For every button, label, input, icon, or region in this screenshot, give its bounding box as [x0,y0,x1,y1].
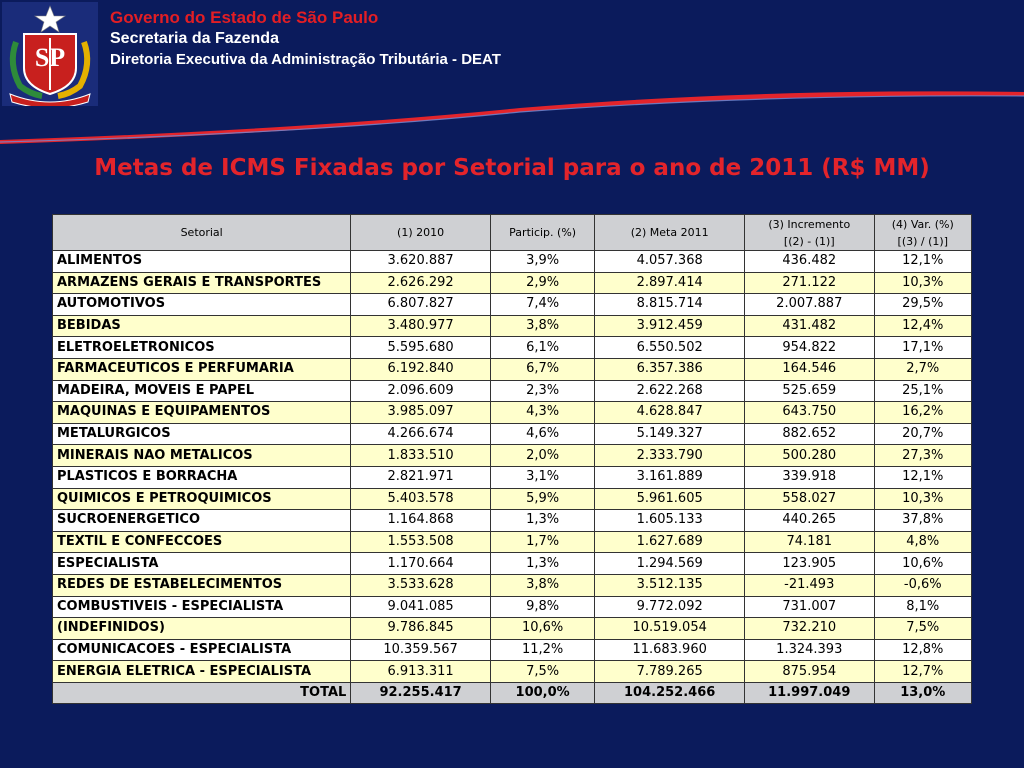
cell-variacao: 10,3% [874,272,971,294]
cell-variacao: 10,3% [874,488,971,510]
cell-incremento: 882.652 [744,423,874,445]
cell-setorial: METALURGICOS [53,423,351,445]
table-row [53,251,972,273]
table-row [53,574,972,596]
cell-setorial: SUCROENERGETICO [53,510,351,532]
cell-particip: 3,8% [490,315,594,337]
cell-particip: 10,6% [490,618,594,640]
cell-variacao: -0,6% [874,574,971,596]
table-row [53,402,972,424]
table-row [53,661,972,683]
table-row [53,337,972,359]
cell-particip: 1,3% [490,510,594,532]
cell-setorial: BEBIDAS [53,315,351,337]
table-row [53,272,972,294]
cell-incremento: -21.493 [744,574,874,596]
cell-meta-2011: 1.605.133 [595,510,745,532]
cell-2010: 1.164.868 [351,510,491,532]
header [0,0,1024,150]
cell-incremento: 954.822 [744,337,874,359]
cell-meta-2011: 1.294.569 [595,553,745,575]
cell-particip: 6,1% [490,337,594,359]
cell-variacao: 27,3% [874,445,971,467]
cell-setorial: ESPECIALISTA [53,553,351,575]
cell-2010: 9.041.085 [351,596,491,618]
cell-setorial: MADEIRA, MOVEIS E PAPEL [53,380,351,402]
table-row [53,531,972,553]
cell-variacao: 16,2% [874,402,971,424]
cell-particip: 6,7% [490,358,594,380]
cell-variacao: 12,4% [874,315,971,337]
header-swoosh-divider [0,80,1024,150]
cell-incremento: 731.007 [744,596,874,618]
cell-setorial: FARMACEUTICOS E PERFUMARIA [53,358,351,380]
column-header-incremento [744,215,874,251]
cell-incremento: 436.482 [744,251,874,273]
cell-setorial: MAQUINAS E EQUIPAMENTOS [53,402,351,424]
cell-meta-2011: 6.357.386 [595,358,745,380]
cell-meta-2011: 5.961.605 [595,488,745,510]
cell-meta-2011: 4.057.368 [595,251,745,273]
cell-2010: 3.480.977 [351,315,491,337]
cell-setorial: PLASTICOS E BORRACHA [53,466,351,488]
table-row [53,488,972,510]
cell-setorial: ALIMENTOS [53,251,351,273]
cell-incremento: 732.210 [744,618,874,640]
table-row [53,618,972,640]
cell-particip: 1,7% [490,531,594,553]
cell-incremento: 643.750 [744,402,874,424]
cell-incremento: 74.181 [744,531,874,553]
table-body [53,251,972,683]
org-directorate-name: Diretoria Executiva da Administração Tributária - DEAT [110,51,501,68]
cell-setorial: REDES DE ESTABELECIMENTOS [53,574,351,596]
cell-2010: 1.170.664 [351,553,491,575]
cell-meta-2011: 2.333.790 [595,445,745,467]
cell-meta-2011: 3.161.889 [595,466,745,488]
cell-incremento: 440.265 [744,510,874,532]
icms-targets-table [52,214,972,704]
cell-variacao: 4,8% [874,531,971,553]
cell-meta-2011: 4.628.847 [595,402,745,424]
total-meta-2011: 104.252.466 [595,682,745,704]
cell-particip: 4,3% [490,402,594,424]
cell-2010: 3.620.887 [351,251,491,273]
table-row [53,358,972,380]
org-secretariat-name: Secretaria da Fazenda [110,30,279,47]
column-header-variacao-line1: (4) Var. (%) [891,217,954,231]
cell-particip: 4,6% [490,423,594,445]
cell-meta-2011: 3.512.135 [595,574,745,596]
logo-letters: SP [34,43,66,72]
cell-meta-2011: 7.789.265 [595,661,745,683]
cell-particip: 2,3% [490,380,594,402]
cell-2010: 10.359.567 [351,639,491,661]
org-government-name: Governo do Estado de São Paulo [110,8,379,27]
cell-variacao: 20,7% [874,423,971,445]
cell-2010: 2.096.609 [351,380,491,402]
column-header-2010: (1) 2010 [351,215,491,251]
column-header-incremento-line1: (3) Incremento [768,217,851,231]
cell-variacao: 29,5% [874,294,971,316]
cell-particip: 2,0% [490,445,594,467]
cell-meta-2011: 2.897.414 [595,272,745,294]
cell-setorial: AUTOMOTIVOS [53,294,351,316]
cell-incremento: 271.122 [744,272,874,294]
cell-meta-2011: 2.622.268 [595,380,745,402]
cell-particip: 3,1% [490,466,594,488]
cell-particip: 11,2% [490,639,594,661]
cell-setorial: MINERAIS NAO METALICOS [53,445,351,467]
column-header-incremento-line2: [(2) - (1)] [783,234,835,248]
cell-setorial: ARMAZENS GERAIS E TRANSPORTES [53,272,351,294]
table-row [53,510,972,532]
cell-variacao: 2,7% [874,358,971,380]
cell-setorial: QUIMICOS E PETROQUIMICOS [53,488,351,510]
cell-particip: 3,8% [490,574,594,596]
cell-setorial: ELETROELETRONICOS [53,337,351,359]
cell-variacao: 8,1% [874,596,971,618]
organization-header [110,8,501,70]
total-2010: 92.255.417 [351,682,491,704]
cell-incremento: 164.546 [744,358,874,380]
cell-incremento: 2.007.887 [744,294,874,316]
cell-variacao: 12,7% [874,661,971,683]
cell-incremento: 431.482 [744,315,874,337]
cell-2010: 5.595.680 [351,337,491,359]
cell-particip: 7,5% [490,661,594,683]
cell-variacao: 12,8% [874,639,971,661]
cell-2010: 6.913.311 [351,661,491,683]
total-variacao: 13,0% [874,682,971,704]
total-incremento: 11.997.049 [744,682,874,704]
cell-variacao: 7,5% [874,618,971,640]
column-header-variacao-line2: [(3) / (1)] [897,234,948,248]
cell-2010: 2.821.971 [351,466,491,488]
cell-meta-2011: 11.683.960 [595,639,745,661]
cell-particip: 9,8% [490,596,594,618]
cell-setorial: ENERGIA ELETRICA - ESPECIALISTA [53,661,351,683]
cell-2010: 1.553.508 [351,531,491,553]
cell-variacao: 10,6% [874,553,971,575]
table-row [53,294,972,316]
cell-2010: 3.985.097 [351,402,491,424]
cell-meta-2011: 5.149.327 [595,423,745,445]
cell-variacao: 25,1% [874,380,971,402]
cell-2010: 6.192.840 [351,358,491,380]
cell-setorial: COMUNICACOES - ESPECIALISTA [53,639,351,661]
total-label: TOTAL [53,682,351,704]
table-header-row [53,215,972,251]
cell-2010: 5.403.578 [351,488,491,510]
column-header-particip: Particip. (%) [490,215,594,251]
cell-meta-2011: 3.912.459 [595,315,745,337]
cell-2010: 2.626.292 [351,272,491,294]
cell-meta-2011: 6.550.502 [595,337,745,359]
cell-incremento: 525.659 [744,380,874,402]
table-total-row [53,682,972,704]
cell-meta-2011: 10.519.054 [595,618,745,640]
cell-incremento: 875.954 [744,661,874,683]
cell-setorial: COMBUSTIVEIS - ESPECIALISTA [53,596,351,618]
column-header-meta-2011: (2) Meta 2011 [595,215,745,251]
table-row [53,380,972,402]
cell-incremento: 558.027 [744,488,874,510]
cell-particip: 7,4% [490,294,594,316]
cell-variacao: 17,1% [874,337,971,359]
cell-2010: 6.807.827 [351,294,491,316]
table-row [53,445,972,467]
cell-variacao: 37,8% [874,510,971,532]
cell-variacao: 12,1% [874,466,971,488]
table-row [53,596,972,618]
cell-incremento: 1.324.393 [744,639,874,661]
cell-incremento: 123.905 [744,553,874,575]
cell-meta-2011: 9.772.092 [595,596,745,618]
column-header-variacao [874,215,971,251]
cell-meta-2011: 1.627.689 [595,531,745,553]
table-row [53,553,972,575]
cell-2010: 3.533.628 [351,574,491,596]
table-row [53,639,972,661]
cell-particip: 2,9% [490,272,594,294]
cell-variacao: 12,1% [874,251,971,273]
cell-meta-2011: 8.815.714 [595,294,745,316]
total-particip: 100,0% [490,682,594,704]
table-row [53,423,972,445]
cell-particip: 3,9% [490,251,594,273]
cell-setorial: TEXTIL E CONFECCOES [53,531,351,553]
cell-2010: 9.786.845 [351,618,491,640]
cell-incremento: 500.280 [744,445,874,467]
cell-incremento: 339.918 [744,466,874,488]
table-row [53,466,972,488]
cell-setorial: (INDEFINIDOS) [53,618,351,640]
page-title: Metas de ICMS Fixadas por Setorial para o ano de 2011 (R$ MM) [94,155,930,181]
column-header-setorial: Setorial [53,215,351,251]
cell-particip: 5,9% [490,488,594,510]
table-row [53,315,972,337]
cell-2010: 4.266.674 [351,423,491,445]
cell-2010: 1.833.510 [351,445,491,467]
cell-particip: 1,3% [490,553,594,575]
